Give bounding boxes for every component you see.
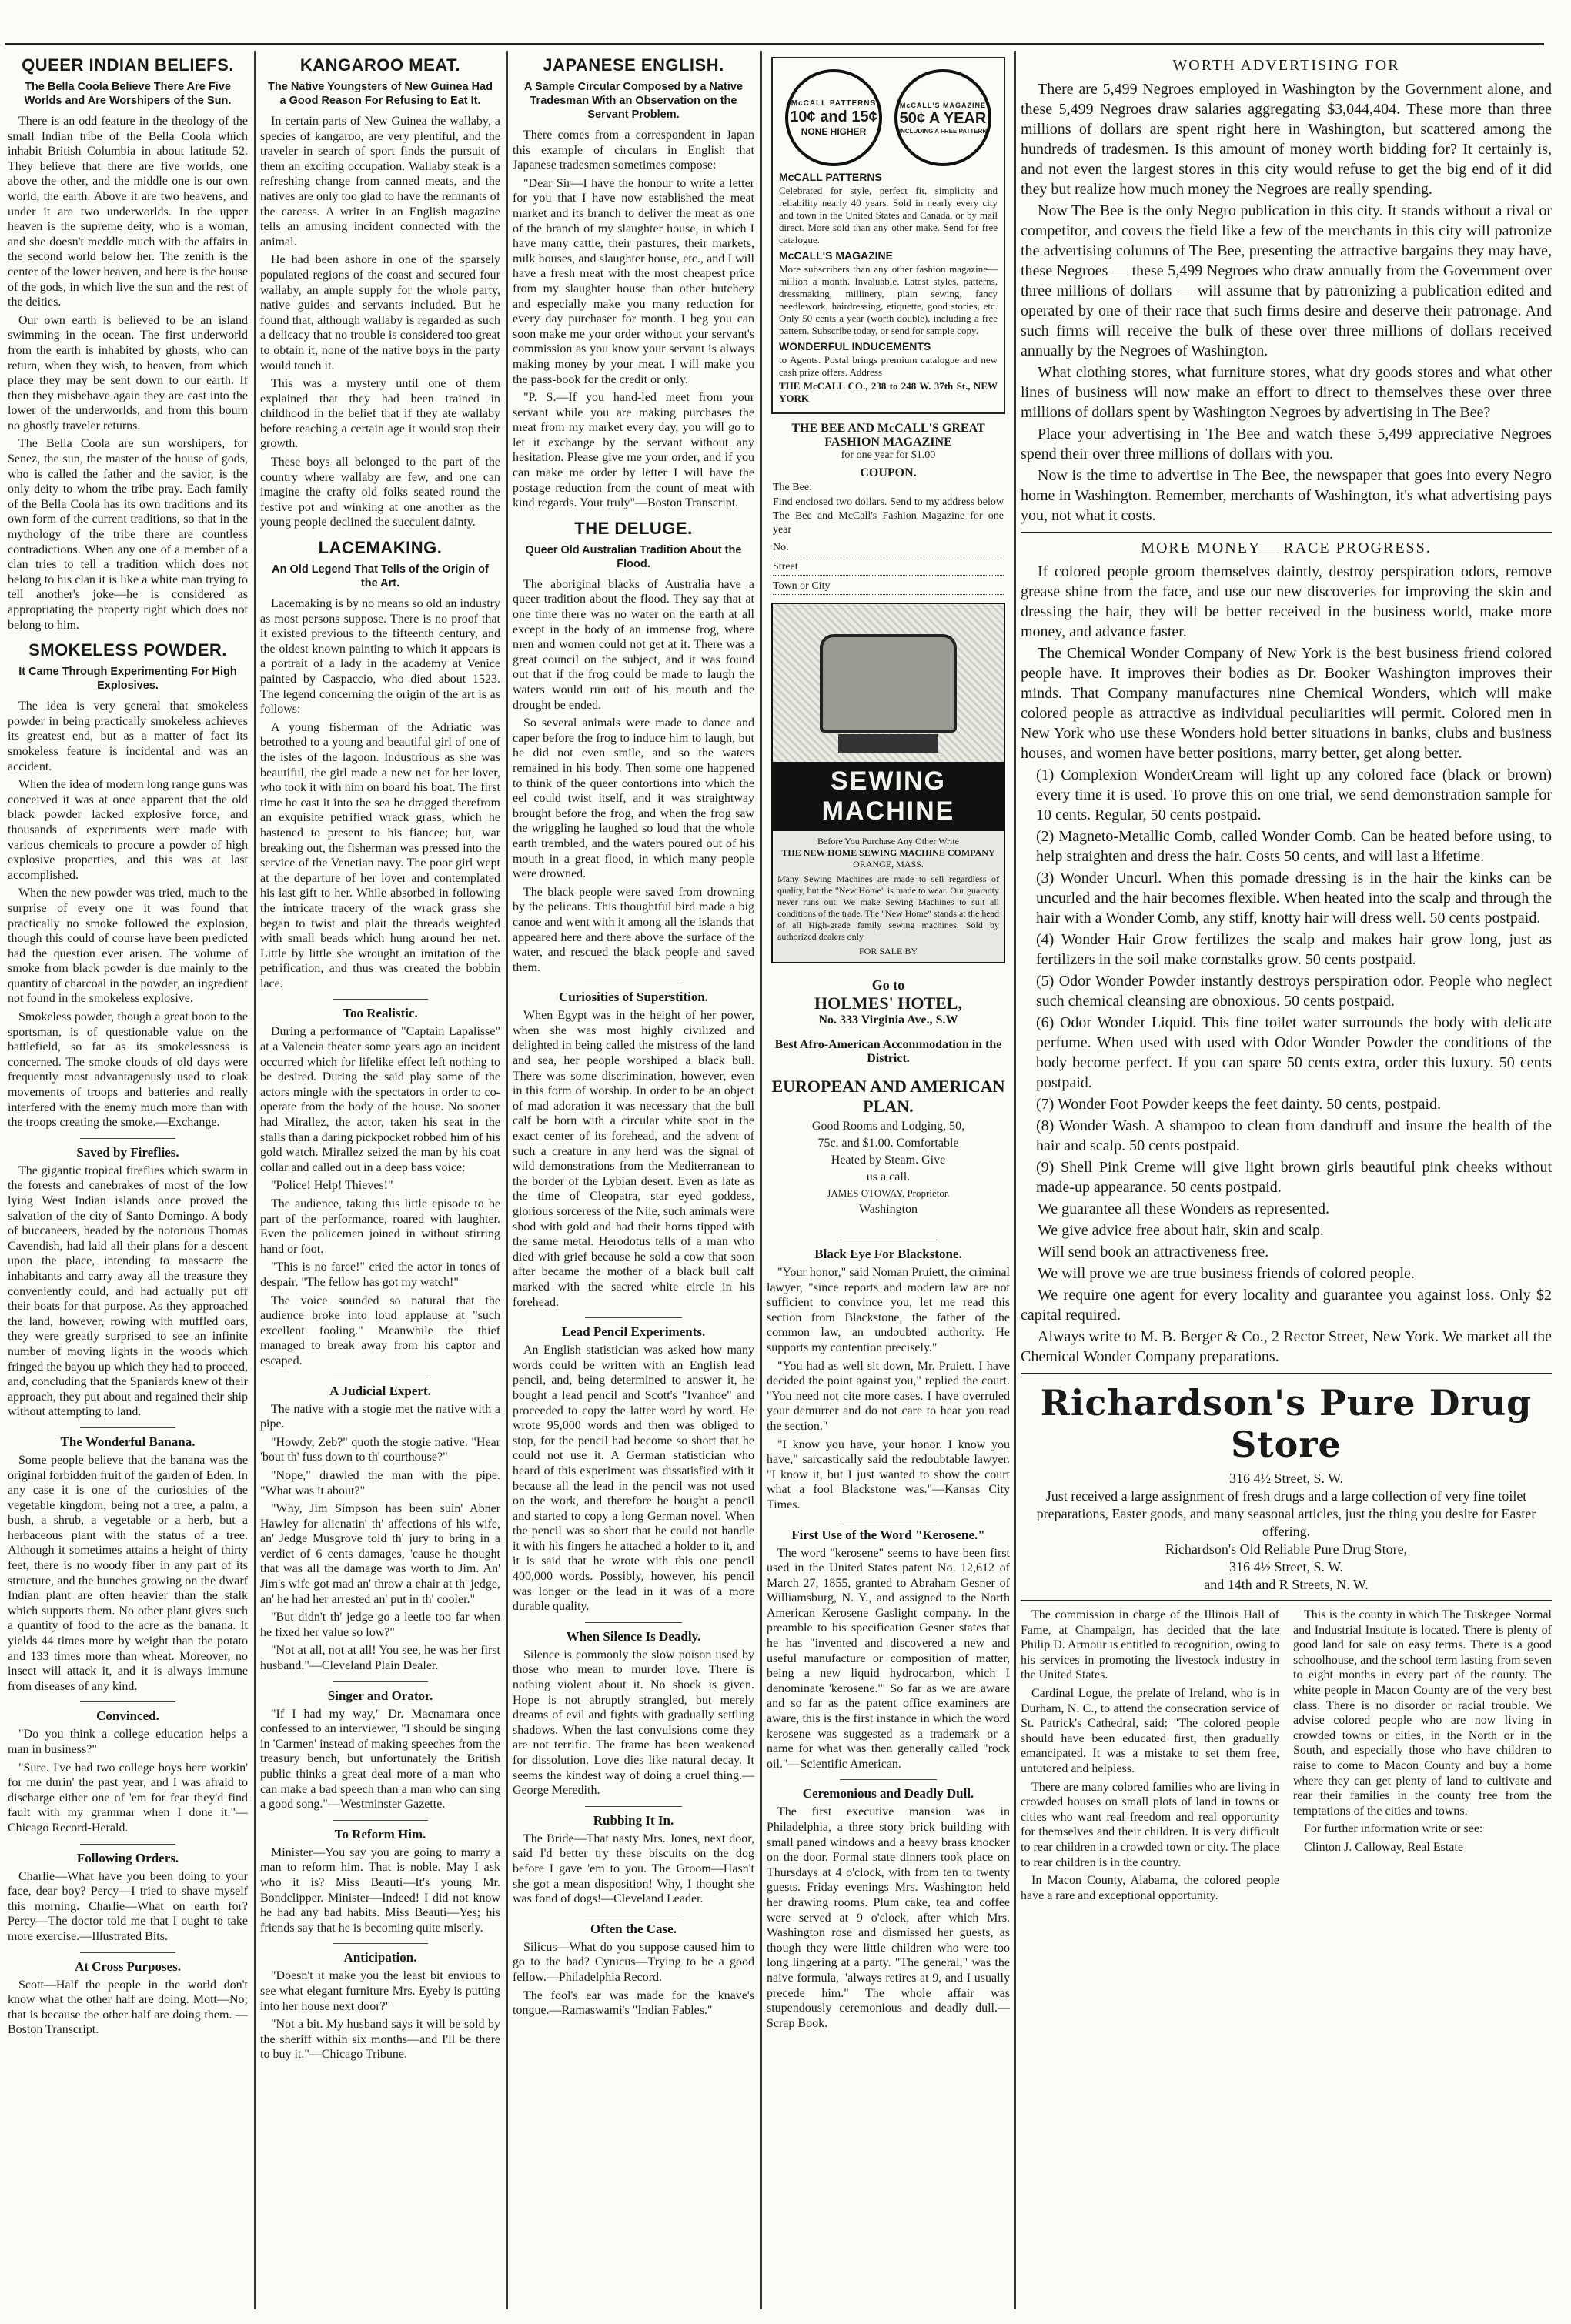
article-paragraph: When the new powder was tried, much to the surprise of every one it was found that practically no smoke followed the explosion, though this could of course have been predicted had the question ever arisen. The volume of smoke from black powder is due mainly to the quantity of charcoal in the powder, an ingredient not found in the smokeless explosive.: [8, 887, 248, 1006]
column-divider: [1014, 51, 1016, 2309]
article-paragraph: Smokeless powder, though a great boon to the sportsman, is of questionable value on the battlefield, so far as its smokelessness is concerned. The smoke clouds of old days were frequently most advantageously used to cloak movements of troops and batteries and really interfered with the enemy much more than with the troops creating the smoke.—Exchange.: [8, 1010, 248, 1130]
mccall-magazine-seal: [894, 69, 991, 166]
article-paragraph: Silicus—What do you suppose caused him to go to the bad? Cynicus—Trying to be a good fellow.—Philadelphia Record.: [513, 1940, 754, 1984]
article: [767, 1240, 1010, 1513]
paragraph: Always write to M. B. Berger & Co., 2 Rector Street, New York. We market all the Chemical Wonder Company preparations.: [1021, 1328, 1552, 1365]
worth-paragraphs: [1021, 79, 1552, 526]
mccall-logos: [779, 69, 998, 166]
article: [260, 55, 500, 530]
article-separator: [80, 1138, 176, 1139]
article: [513, 519, 754, 975]
paragraph: and 14th and R Streets, N. W.: [1204, 1577, 1369, 1592]
paragraph: We guarantee all these Wonders as represented.: [1038, 1200, 1330, 1217]
article-paragraph: Minister—You say you are going to marry a man to reform him. That is noble. May I ask who it is? Miss Beauti—It's young Mr. Bondclipper. Minister—Indeed! I did not know he had any bad habits. Miss Beauti—Yes; his friends say that he is becoming quite miserly.: [260, 1845, 500, 1935]
section-rule: [1021, 1373, 1552, 1374]
macon-paragraph: Clinton J. Calloway, Real Estate: [1304, 1840, 1463, 1854]
paragraph: We will prove we are true business friends of colored people.: [1038, 1265, 1415, 1282]
article-paragraph: The gigantic tropical fireflies which swarm in the forests and canebrakes of most of the low lying West Indian islands once proved the salvation of the city of Santo Domingo. A body of buccaneers, headed by the notorious Thomas Cavendish, had laid all their plans for a descent upon the place, intending to massacre the inhabitants and carry away all the treasure they conveniently could, and had actually put off their boats for that purpose. As they approached the land, however, rowing with muffled oars, they were greatly surprised to see an infinite number of moving lights in the woods which fringed the bayou up which they had to proceed, and, concluding that the Spaniards knew of their approach, they put about and regained their ship without attempting to land.: [8, 1164, 248, 1419]
article: [260, 1943, 500, 2062]
article-subhead: Ceremonious and Deadly Dull.: [802, 1786, 974, 1801]
article: [513, 55, 754, 511]
field-label: No.: [773, 542, 789, 553]
article-subhead: Following Orders.: [76, 1850, 179, 1865]
article: [260, 1377, 500, 1674]
article-paragraph: The black people were saved from drowning by the pelicans. This thoughtful bird made a big canoe and went with it among all the islands that appeared here and there above the surface of the water, and rescued the black people and saved them.: [513, 885, 754, 974]
paragraph: What clothing stores, what furniture stores, what dry goods stores and what other lines of business will now make an effort to direct to themselves these over three millions of dollars spent by Washington Negroes by advertising in The Bee?: [1021, 364, 1552, 421]
coupon-body: Find enclosed two dollars. Send to my address below The Bee and McCall's Fashion Magazine for one year: [773, 496, 1004, 536]
macon-paragraph: This is the county in which The Tuskegee Normal and Industrial Institute is located. There is plenty of good land for sale on easy terms. There is a good schoolhouse, and the school term lasting from seven to eight months in every part of the county. The white people in Macon County are of the very best class. There is no disorder or racial trouble. We advise colored people who are now living in crowded towns or cities, in the North or in the South, and especially those who have children to raise to come to Macon County and buy a home where they can get plenty of land to cultivate and rear their families in the county free from the temptations of the cities and towns.: [1293, 1608, 1552, 1818]
article-separator: [333, 1681, 429, 1682]
article-deck: An Old Legend That Tells of the Origin of the Art.: [272, 563, 489, 590]
macon-paragraph: There are many colored families who are living in crowded houses on small plots of land in towns or cities who want real freedom and real opportunity for themselves and their children. It is very difficult to rear children in a crowded town or city. The place to rear children is in the country.: [1021, 1780, 1279, 1869]
section-rule: [1021, 532, 1552, 533]
paragraph: (7) Wonder Foot Powder keeps the feet dainty. 50 cents, postpaid.: [1036, 1096, 1442, 1113]
article-paragraph: The first executive mansion was in Philadelphia, a three story brick building with small paned windows and a heavy brass knocker on the door. Formal state dinners took place on Thursdays at 4 o'clock, with from ten to twenty guests. Friday evenings Mrs. Washington held her drawing rooms. Plum cake, tea and coffee were served at 9 o'clock, after which Mrs. Washington rose and dismissed her guests, as though they were little children who were too long lingering at a party. "The general," was the naive formula, "always retires at 9, and I usually precede him." The whole affair was stupendously ceremonious and deadly dull.—Scrap Book.: [767, 1805, 1010, 2030]
seal-text: NONE HIGHER: [801, 125, 867, 137]
hotel-line: Heated by Steam. Give: [831, 1154, 946, 1167]
article: [513, 1915, 754, 2018]
article-paragraph: "P. S.—If you hand-led meet from your servant while you are making purchases the meat from my market every day, you will go to let it exchange by the servant without any hesitation. Please give me your order, and if you can make me order by letter I will have the postage reduction from the count of meat with kind regards. Your truly"—Boston Transcript.: [513, 391, 754, 510]
article-paragraph: Silence is commonly the slow poison used by those who mean to murder love. There is nothing violent about it. No shock is given. Hope is not abruptly strangled, but merely dreams of evil and fights with gradually settling shadows. When the last convulsions come they are not terrific. The frame has been weakened for dissolution. Love dies like natural decay. It seems the kindest way of doing a cruel thing.—George Meredith.: [513, 1648, 754, 1798]
paragraph: Just received a large assignment of fresh drugs and a large collection of very fine toilet preparations, Easter goods, and many seasonal articles, just the thing you desire for Easter offering.: [1036, 1488, 1536, 1539]
more-money-closing: [1021, 1199, 1552, 1367]
paragraph: (9) Shell Pink Creme will give light brown girls beautiful pink cheeks without made-up appearance. 50 cents postpaid.: [1036, 1159, 1552, 1196]
ad-text: More subscribers than any other fashion magazine—million a month. Invaluable. Latest styles, patterns, dressmaking, millinery, plain sewing, fancy needlework, hairdressing, etiquette, good stories, etc. Only 50 cents a year (worth double), including a free pattern. Subscribe today, or send for sample copy.: [779, 263, 998, 336]
hotel-name: HOLMES' HOTEL,: [814, 993, 962, 1013]
article-subhead: Rubbing It In.: [593, 1812, 674, 1828]
article-paragraph: The fool's ear was made for the knave's tongue.—Ramaswami's "Indian Fables.": [513, 1988, 754, 2018]
article-paragraph: The idea is very general that smokeless powder in being practically smokeless achieves its greatest end, but as a matter of fact its smokeless feature is incidental and was an accident.: [8, 700, 248, 773]
article-separator: [585, 1806, 682, 1807]
article-paragraph: The aboriginal blacks of Australia have a queer tradition about the flood. They say that at one time there was no water on the earth at all except in the body of an immense frog, where men and women could not get at it. There was a great council on the subject, and it was found out that if the frog could be made to laugh the waters would run out of his mouth and the drought be ended.: [513, 577, 754, 712]
article-paragraph: "This is no farce!" cried the actor in tones of despair. "The fellow has got my watch!": [260, 1261, 500, 1289]
hotel-address: No. 333 Virginia Ave., S.W: [818, 1013, 958, 1027]
macon-paragraph: In Macon County, Alabama, the colored people have a rare and exceptional opportunity.: [1021, 1874, 1279, 1902]
article-paragraph: The audience, taking this little episode to be part of the performance, roared with laughter. Even the policemen joined in without stirring hand or foot.: [260, 1197, 500, 1256]
article-paragraph: "Nope," drawled the man with the pipe. "What was it about?": [260, 1468, 500, 1498]
article-separator: [333, 1820, 429, 1821]
article-deck: The Bella Coola Believe There Are Five Worlds and Are Worshipers of the Sun.: [24, 81, 232, 107]
article-paragraph: Some people believe that the banana was the original forbidden fruit of the garden of Eden. In any case it is one of the curiosities of the vegetable kingdom, being not a tree, a palm, a bush, a shrub, a vegetable or a herb, but a herbaceous plant with the status of a tree. Although it sometimes attains a height of thirty feet, there is no woody fiber in any part of its structure, and the bunches growing on the dwarf Indian plant are often heavier than the stalk which supports them. No other plant gives such a quantity of food to the acre as the banana. It yields 44 times more by weight than the potato and 133 times more than wheat. Moreover, no insect will attack it, and it is always immune from diseases of any kind.: [8, 1453, 248, 1693]
mccall-advertisement: [771, 57, 1005, 414]
article-headline: SMOKELESS POWDER.: [28, 640, 227, 660]
article-paragraph: "I know you have, your honor. I know you have," sarcastically said the redoubtable lawyer. "I know it, but I just wanted to show the court what a fool Blackstone was."—Kansas City Times.: [767, 1437, 1010, 1511]
article-paragraph: "Sure. I've had two college boys here workin' for me durin' the past year, and I was afraid to discharge either one of 'em for fear they'd find fault with my grammar when I done it."—Chicago Record-Herald.: [8, 1761, 248, 1835]
column-4: [767, 52, 1010, 2307]
seal-price: 50¢ A YEAR: [899, 109, 987, 127]
column-divider: [760, 51, 762, 2309]
paragraph: Place your advertising in The Bee and watch these 5,499 appreciative Negroes spend their over three millions of dollars with you.: [1021, 426, 1552, 462]
article: [8, 1844, 248, 1945]
article: [513, 1806, 754, 1907]
paragraph: (4) Wonder Hair Grow fertilizes the scalp and makes hair grow long, just as fertilizers in the soil make cornstalks grow. 50 cents postpaid.: [1036, 931, 1552, 968]
article-subhead: The Wonderful Banana.: [60, 1434, 196, 1449]
article-paragraph: "Doesn't it make you the least bit envious to see what elegant furniture Mrs. Eyeby is putting into her house next door?": [260, 1969, 500, 2013]
paragraph: (8) Wonder Wash. A shampoo to clean from dandruff and insure the health of the hair and scalp. 50 cents postpaid.: [1036, 1117, 1552, 1154]
hotel-line: us a call.: [866, 1170, 911, 1184]
wonder-products-list: [1021, 765, 1552, 1197]
ad-heading: McCALL'S MAGAZINE: [779, 249, 893, 262]
hotel-advertisement: [771, 977, 1005, 1217]
article-deck: It Came Through Experimenting For High Explosives.: [18, 666, 237, 693]
article-deck: The Native Youngsters of New Guinea Had a Good Reason For Refusing to Eat It.: [268, 81, 493, 107]
more-money-title: MORE MONEY— RACE PROGRESS.: [1141, 539, 1432, 556]
article: [260, 1681, 500, 1812]
coupon-label: COUPON.: [860, 466, 917, 479]
article-subhead: Saved by Fireflies.: [76, 1144, 179, 1160]
macon-left-column: [1021, 1608, 1279, 1906]
worth-advertising-section: [1021, 57, 1552, 526]
article-paragraph: These boys all belonged to the part of the country where wallaby are few, and one can imagine the crafty old folks seated round the festive pot and winking at one another as the young people declined the succulent dainty.: [260, 456, 500, 529]
article-paragraph: The Bride—That nasty Mrs. Jones, next door, said I'd better try these biscuits on the dog before I gave 'em to you. The Groom—Hasn't she got a mean disposition! Why, I thought she was fond of dogs!—Cleveland Leader.: [513, 1831, 754, 1906]
article-paragraph: He had been ashore in one of the sparsely populated regions of the coast and secured four wallaby, an ample supply for the whole party, native guides and servants included. But he found that, although wallaby is regarded as such a delicacy that no trouble is considered too great to obtain it, none of the native boys in the party would touch it.: [260, 253, 500, 372]
sewing-machine-illustration: [773, 604, 1004, 762]
article-separator: [333, 999, 429, 1000]
hotel-line: Good Rooms and Lodging, 50,: [811, 1120, 965, 1133]
article-paragraph: Lacemaking is by no means so old an industry as most persons suppose. There is no proof that it existed previous to the fifteenth century, and the oldest known painting to which it appears is a portrait of a lady in the academy at Venice painted by Caspaccio, who died about 1523. The legend concerning the origin of the art is as follows:: [260, 597, 500, 716]
article-subhead: A Judicial Expert.: [329, 1383, 431, 1398]
article-separator: [333, 1943, 429, 1944]
seal-price: 10¢ and 15¢: [790, 108, 877, 125]
section-rule: [1021, 1600, 1552, 1601]
article: [513, 983, 754, 1310]
ad-text: Celebrated for style, perfect fit, simplicity and reliability nearly 40 years. Sold in nearly every city and town in the United States and Canada, or by mail direct. More sold than any other make. Send for free catalogue.: [779, 185, 998, 245]
hotel-line: Washington: [858, 1203, 918, 1216]
article-paragraph: The Bella Coola are sun worshipers, for Senez, the sun, the master of the house of gods, who is called the father and the savior, is the only deity to whom the tribe pray. Each family of the Bella Coola has its own traditions and its own form of the current traditions, so that in the mythology of the tribe there are countless contradictions. When any one of a member of a clan tries to tell a tradition which does not belong to his clan it is like a white man trying to tell another's joke—he is considered as appropriating the property right which does not belong to him.: [8, 437, 248, 632]
hotel-plan: EUROPEAN AND AMERICAN PLAN.: [771, 1077, 1005, 1116]
coupon-title: THE BEE AND McCALL'S GREAT FASHION MAGAZINE: [791, 422, 985, 449]
mccall-patterns-seal: [785, 69, 882, 166]
coupon-street-field[interactable]: [773, 561, 1004, 576]
article-paragraph: There is an odd feature in the theology of the small Indian tribe of the Bella Coola which inhabit British Columbia in about latitude 52. They believe that there are five worlds, one above the other, and the middle one is our own world, the earth. Above it are two heavens, and under it are two underworlds. In the upper heaven is the supreme deity, who is a woman, and she doesn't meddle much with the affairs in the second world below her. The zenith is the center of the lower heaven, and here is the house of the gods, in which live the sun and the rest of the deities.: [8, 115, 248, 309]
article: [767, 1779, 1010, 2031]
paragraph: Richardson's Old Reliable Pure Drug Store,: [1165, 1541, 1408, 1557]
article: [513, 1317, 754, 1614]
article-paragraph: In certain parts of New Guinea the wallaby, a species of kangaroo, are very plentiful, and the traveler in search of sport finds the pursuit of them an exciting occupation. Wallaby steak is a refreshing change from canned meats, and the natives are only too glad to have the remnants of the carcass. A writer in an English magazine tells an amusing incident connected with the animal.: [260, 115, 500, 249]
article: [260, 1820, 500, 1936]
article-subhead: First Use of the Word "Kerosene.": [791, 1527, 985, 1542]
article-deck: A Sample Circular Composed by a Native Tradesman With an Observation on the Servant Problem.: [524, 81, 743, 121]
sewing-machine-icon: [820, 634, 957, 733]
article-separator: [80, 1844, 176, 1845]
article-paragraph: "Your honor," said Noman Pruiett, the criminal lawyer, "since reports and modern law are not sufficient to convince you, let me read this section from Blackstone, the father of the common law, an undoubted authority. He supports my contention precisely.": [767, 1266, 1010, 1354]
article-paragraph: The word "kerosene" seems to have been first used in the United States patent No. 12,612 of March 27, 1855, granted to Abraham Gesner of Williamsburg, N. Y., and assigned to the North American Kerosene Gaslight company. In the preamble to his specification Gesner states that he has "invented and discovered a new and useful manufacture or composition of matter, being a new liquid hydrocarbon, which I denominate 'kerosene.'" So far as we are aware and so far as the patent office examiners are aware, this is the first instance in which the word kerosene was suggested as a trademark or a name for what was then generally called "rock oil."—Scientific American.: [767, 1546, 1010, 1771]
sewing-company: THE NEW HOME SEWING MACHINE COMPANY: [781, 847, 995, 858]
sewing-line: FOR SALE BY: [858, 946, 918, 957]
paragraph: If colored people groom themselves daintly, destroy perspiration odors, remove grease shine from the face, and use our new discoveries for improving the skin and dressing the hair, they will be better received in the business world, make more money, and advance faster.: [1021, 563, 1552, 640]
paragraph: Now The Bee is the only Negro publication in this city. It stands without a rival or competitor, and covers the field like a few of the merchants in this city will patronize the advertising columns of The Bee, presenting the attractive bargains they may have, these Negroes — these 5,499 Negroes who draw annually from the Government over three millions of dollars — will assume that by patronizing a publication edited and operated by one of their race that such firms desire and deserve their patronage. And such firms will receive the bulk of these over three millions of dollars received annually by the Negroes of Washington.: [1021, 202, 1552, 359]
article-paragraph: During a performance of "Captain Lapalisse" at a Valencia theater some years ago an incident occurred which for lifelike effect left nothing to be desired. During the said play some of the actors mingle with the spectators in order to co-operate from the body of the house. No sooner had Mirallez, the actor, taken his seat in the stalls than a daring pickpocket robbed him of his gold watch. Mirallez seized the man by his coat collar and called out in a deep bass voice:: [260, 1025, 500, 1174]
hotel-goto: Go to: [871, 977, 905, 993]
paragraph: We give advice free about hair, skin and scalp.: [1038, 1222, 1324, 1239]
paragraph: We require one agent for every locality and guarantee you against loss. Only $2 capital required.: [1021, 1287, 1552, 1324]
sewing-text: [773, 831, 1004, 962]
seal-text: McCALL'S MAGAZINE: [899, 101, 987, 109]
macon-paragraph: The commission in charge of the Illinois Hall of Fame, at Champaign, has decided that the late Philip D. Armour is entitled to recognition, owing to his services in promoting the livestock industry in the United States.: [1021, 1608, 1279, 1682]
paragraph: (2) Magneto-Metallic Comb, called Wonder Comb. Can be heated before using, to help straighten and dress the hair. Costs 50 cents, and will last a lifetime.: [1036, 828, 1552, 865]
paragraph: The Chemical Wonder Company of New York is the best business friend colored people have. It improves their bodies as Dr. Booker Washington improves their minds. That Company manufactures nine Chemical Wonders, which will make colored people as attractive as individual peculiarities will permit. Colored men in New York who use these Wonders hold better situations in banks, clubs and business houses, and women have better positions, marry better, get along better.: [1021, 645, 1552, 762]
article-paragraph: "Police! Help! Thieves!": [271, 1179, 393, 1193]
article-paragraph: Our own earth is believed to be an island swimming in the ocean. The first underworld from the earth is inhabited by ghosts, who can return, when they wish, to heaven, from which place they may be sent down to our earth. If then they misbehave again they are cast into the lower of the underworlds, and from this bourn no ghostly traveler returns.: [8, 313, 248, 432]
article-headline: JAPANESE ENGLISH.: [543, 55, 724, 75]
article-separator: [585, 1317, 682, 1318]
ad-address: THE McCALL CO., 238 to 248 W. 37th St., NEW YORK: [779, 380, 998, 404]
article-deck: Queer Old Australian Tradition About the Flood.: [525, 543, 742, 570]
article: [8, 1138, 248, 1420]
coupon-to: The Bee:: [773, 482, 812, 493]
sewing-machine-title: SEWING MACHINE: [773, 762, 1004, 831]
paragraph: There are 5,499 Negroes employed in Washington by the Government alone, and these 5,499 Negroes draw salaries aggregating $3,044,404. These more than three millions of dollars are spent right here in Washington, but scattered among the hundreds of tradesmen. Is this amount of money worth bidding for? It certainly is, and not even the largest stores in this city would refuse to get the big end of it did they but realize how much money the Negroes are really spending.: [1021, 81, 1552, 198]
hotel-line: 75c. and $1.00. Comfortable: [817, 1137, 959, 1150]
drug-store-title: Richardson's Pure Drug Store: [1040, 1382, 1533, 1465]
more-money-paragraphs: [1021, 562, 1552, 763]
sewing-machine-advertisement: [771, 603, 1005, 963]
coupon-city-field[interactable]: [773, 580, 1004, 595]
seal-text: McCALL PATTERNS: [791, 99, 877, 108]
article-separator: [80, 1701, 176, 1702]
seal-text: INCLUDING A FREE PATTERN: [898, 127, 988, 135]
article-subhead: Curiosities of Superstition.: [558, 990, 709, 1005]
article-paragraph: "Howdy, Zeb?" quoth the stogie native. "Hear 'bout th' fuss down to th' courthouse?": [260, 1435, 500, 1464]
article: [767, 1521, 1010, 1772]
article-headline: KANGAROO MEAT.: [299, 55, 461, 75]
column-5: [1021, 52, 1552, 2307]
macon-paragraph: Cardinal Logue, the prelate of Ireland, who is in Durham, N. C., to attend the consecration service of St. Patrick's Cathedral, said: "The colored people should have been educated first, then gradually emancipated. It was a mistake to set them free, untutored and helpless.: [1021, 1686, 1279, 1775]
article-paragraph: When Egypt was in the height of her power, when she was most highly civilized and delighted in being called the mistress of the land and sea, her people worshiped a black bull. There was some discrimination, however, even in this form of worship. In order to be an object of mad adoration it was necessary that the bull calf be born with a circular white spot in the exact center of its forehead, and the advent of such a creature in any herd was the signal of wild demonstrations from the Mediterranean to the border of the Lybian desert. Even as late as the time of Cleopatra, star eyed goddess, glorious sorceress of the Nile, such animals were shod with gold and had their horns tipped with the same metal. Herodotus tells of a man who died with grief because he sold a cow that soon after became the mother of a black bull calf marked with the sacred white circle in his forehead.: [513, 1009, 754, 1309]
article-subhead: Too Realistic.: [343, 1006, 418, 1021]
column-divider: [506, 51, 508, 2309]
article-subhead: Convinced.: [96, 1708, 159, 1724]
article-paragraph: Charlie—What have you been doing to your face, dear boy? Percy—I tried to shave myself this morning. Charlie—What on earth for? Percy—The doctor told me that I ought to take more exercise.—Illustrated Bits.: [8, 1869, 248, 1943]
ad-heading: WONDERFUL INDUCEMENTS: [779, 340, 931, 352]
article-paragraph: "Do you think a college education helps a man in business?": [8, 1728, 248, 1756]
paragraph: (3) Wonder Uncurl. When this pomade dressing is in the hair the kinks can be uncurled and the hair becomes flexible. When heated into the scalp and through the hair with a Wonder Comb, any stiff, knotty hair will dress well. 50 cents postpaid.: [1036, 870, 1552, 927]
top-rule: [5, 43, 1544, 45]
macon-paragraph: For further information write or see:: [1304, 1822, 1483, 1836]
article: [260, 999, 500, 1368]
article-paragraph: So several animals were made to dance and caper before the frog to induce him to laugh, but he did not even smile, and so the waters remained in his body. Then some one happened to think of the queer contortions into which the eel could twist itself, and it was straightway brought before the frog, and when the frog saw the wriggling he laughed so loud that the whole earth trembled, and the waters poured out of his mouth in a great flood, in which many people were drowned.: [513, 716, 754, 881]
worth-advertising-title: WORTH ADVERTISING FOR: [1172, 57, 1400, 74]
column-3: [513, 52, 754, 2307]
sewing-line: Before You Purchase Any Other Write: [817, 836, 959, 846]
article-paragraph: "You had as well sit down, Mr. Pruiett. I have decided the point against you," replied the court. "You need not cite more cases. I have overruled your demurrer and do not care to hear you read the section.": [767, 1359, 1010, 1433]
article-subhead: Anticipation.: [343, 1950, 417, 1965]
article-paragraph: When the idea of modern long range guns was conceived it was at once apparent that the old black powder lacked explosive force, and thousands of experiments were made with various chemicals to procure a powder of high explosive properties, and this was at last accomplished.: [8, 778, 248, 882]
coupon-number-field[interactable]: [773, 542, 1004, 556]
article-separator: [80, 1952, 176, 1953]
article-paragraph: "If I had my way," Dr. Macnamara once confessed to an interviewer, "I should be singing in 'Carmen' instead of making speeches from the treasury bench, but unfortunately the British public thinks a great deal more of a man who can make a bad speech than a man who can sing a good song."—Westminster Gazette.: [260, 1707, 500, 1811]
paragraph: Will send book an attractiveness free.: [1038, 1244, 1269, 1261]
article: [8, 640, 248, 1130]
article-paragraph: The native with a stogie met the native with a pipe.: [260, 1402, 500, 1431]
paragraph: (1) Complexion WonderCream will light up any colored face (black or brown) every time it is used. To prove this on one trial, we send demonstration sample for 10 cents. Regular, 50 cents postpaid.: [1036, 766, 1552, 823]
article-paragraph: Scott—Half the people in the world don't know what the other half are doing. Mott—No; that is because the other half are doing them. — Boston Transcript.: [8, 1978, 248, 2037]
ad-heading: McCALL PATTERNS: [779, 171, 882, 183]
article: [8, 1701, 248, 1835]
article-subhead: Often the Case.: [590, 1921, 677, 1936]
article-headline: LACEMAKING.: [318, 538, 443, 558]
paragraph: 316 4½ Street, S. W.: [1228, 1559, 1343, 1574]
article-subhead: Lead Pencil Experiments.: [561, 1324, 706, 1340]
column-divider: [254, 51, 256, 2309]
sewing-line: Many Sewing Machines are made to sell regardless of quality, but the "New Home" is made to wear. Our guaranty never runs out. We make Sewing Machines to suit all conditions of the trade. The "New Home" stands at the head of all High-grade family sewing machines. Sold by authorized dealers only.: [777, 873, 999, 942]
coupon-subtitle: for one year for $1.00: [841, 449, 936, 461]
article-paragraph: This was a mystery until one of them explained that they had been trained in childhood in the belief that if they ate wallaby before reaching a certain age it would stop their growth.: [260, 377, 500, 451]
drug-store-advertisement: [1021, 1382, 1552, 1594]
article-paragraph: "Why, Jim Simpson has been suin' Abner Hawley for alienatin' th' affections of his wife, an' Jedge Musgrove told th' jury to bring in a verdict of 6 cents damages, 'cause he thought that was all the damage was worth to Jim. An' Jim's wife got mad an' throw a chair at th' jedge, an' he had her arrested an' put in th' cooler.": [260, 1502, 500, 1606]
paragraph: Now is the time to advertise in The Bee, the newspaper that goes into every Negro home in Washington. Remember, merchants of Washington, it's what advertising pays you, not what it costs.: [1021, 467, 1552, 524]
paragraph: (6) Odor Wonder Liquid. This fine toilet water surrounds the body with delicate perfume. When used with used with Odor Wonder Powder the conditions of the body become perfect. If you can spare 50 cents extra, order this luxury. 50 cents postpaid.: [1036, 1014, 1552, 1091]
article: [8, 1952, 248, 2038]
article: [8, 55, 248, 633]
column-1: [8, 52, 248, 2307]
sewing-line: ORANGE, MASS.: [853, 859, 924, 870]
hotel-line: JAMES OTOWAY, Proprietor.: [827, 1187, 950, 1199]
article-paragraph: "Not a bit. My husband says it will be sold by the sheriff within six months—and I'll be there to buy it."—Chicago Tribune.: [260, 2018, 500, 2062]
article: [513, 1622, 754, 1798]
hotel-tagline: Best Afro-American Accommodation in the District.: [774, 1038, 1002, 1065]
article-paragraph: There comes from a correspondent in Japan this example of circulars in English that Japanese tradesmen sometimes compose:: [513, 129, 754, 172]
article-headline: QUEER INDIAN BELIEFS.: [22, 55, 234, 75]
article-paragraph: "But didn't th' jedge go a leetle too far when he fixed her value so low?": [260, 1611, 500, 1639]
article-paragraph: "Dear Sir—I have the honour to write a letter for you that I have now established the meat market and its branch to deliver the meat as one of the branch of my slaughter house, in which I have many cattle, their pastures, their markets, milk houses, and slaughter house, etc., and I will have a fresh meat with the most cheapest price from my slaughter house than other butchery and especially make you many reduction for every day purchaser for month. I beg you can soon make me your order without your servant's commission as you know your servant is always making money by your meat. I will make you the pass-book for the credit or only.: [513, 176, 754, 386]
more-money-section: [1021, 539, 1552, 1367]
coupon: [773, 422, 1004, 595]
article-subhead: To Reform Him.: [334, 1826, 426, 1842]
field-label: Street: [773, 561, 798, 573]
field-label: Town or City: [773, 580, 831, 592]
article-subhead: When Silence Is Deadly.: [566, 1628, 701, 1644]
column-4-articles: [767, 1240, 1010, 2031]
article-paragraph: An English statistician was asked how many words could be written with an English lead pencil, and, being determined to answer it, he bought a lead pencil and Scott's "Ivanhoe" and proceeded to copy the latter word by word. He wrote 95,000 words and then was obliged to stop, for the pencil had become so short that he could not use it. A German statistician who heard of this experiment was dissatisfied with it because all the lead in the pencil was not used on the work, and therefore he bought a pencil and started to copy a long German novel. When the pencil was so short that he could not handle it with his fingers he attached a holder to it, and it is said that he wrote with this one pencil 400,000 words. Possibly, however, his pencil was longer or the lead in it was of a more durable quality.: [513, 1344, 754, 1614]
macon-county-section: [1021, 1608, 1552, 1906]
article-subhead: Singer and Orator.: [327, 1688, 433, 1703]
article-separator: [80, 1427, 176, 1428]
article-subhead: Black Eye For Blackstone.: [814, 1247, 962, 1261]
column-2: [260, 52, 500, 2307]
article-paragraph: "Not at all, not at all! You see, he was her first husband."—Cleveland Plain Dealer.: [260, 1644, 500, 1673]
article-separator: [840, 1779, 937, 1780]
article: [260, 538, 500, 991]
article-subhead: At Cross Purposes.: [74, 1958, 182, 1974]
drug-store-lines: [1021, 1470, 1552, 1594]
paragraph: 316 4½ Street, S. W.: [1228, 1471, 1343, 1486]
macon-right-column: [1293, 1608, 1552, 1906]
article-headline: THE DELUGE.: [574, 518, 693, 538]
paragraph: (5) Odor Wonder Powder instantly destroys perspiration odor. People who neglect such chemical cleansing are obnoxious. 50 cents postpaid.: [1036, 973, 1552, 1010]
article: [8, 1427, 248, 1695]
article-separator: [585, 1622, 682, 1623]
article-paragraph: A young fisherman of the Adriatic was betrothed to a young and beautiful girl of one of the isles of the lagoon. Industrious as she was beautiful, the girl made a new net for her lover, who took it with him on board his boat. The first time he cast it into the sea he dragged therefrom an exquisite petrified wrack grass, which he hastened to present to his fiancee; but, war breaking out, the fisherman was pressed into the service of the Venetian navy. The poor girl wept at the departure of her lover and contemplated his last gift to her. While absorbed in following the intricate tracery of the wrack grass she began to twist and plait the threads weighted with small beads which hung around her net. Little by little she wrought an imitation of the petrification, and thus was created the bobbin lace.: [260, 720, 500, 990]
ad-text: to Agents. Postal brings premium catalogue and new cash prize offers. Address: [779, 354, 998, 378]
article-paragraph: The voice sounded so natural that the audience broke into loud applause at "such excellent fooling." Meanwhile the thief managed to break away from his captor and escaped.: [260, 1294, 500, 1367]
